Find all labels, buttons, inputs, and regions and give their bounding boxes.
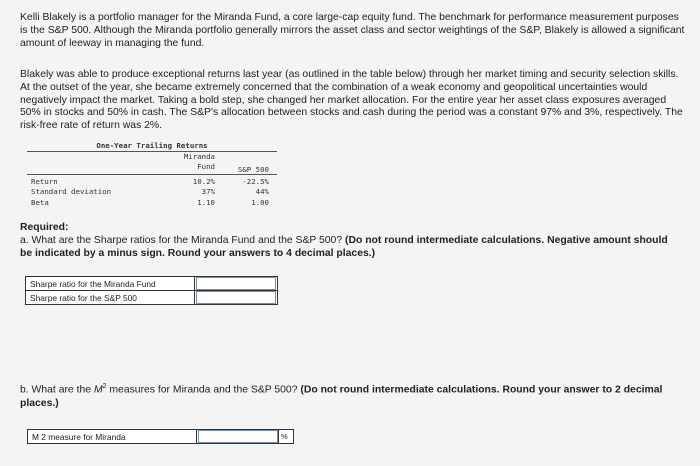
sp-beta-value: 1.00 [251,198,269,207]
required-section [20,222,680,260]
sharpe-row-miranda [26,277,278,291]
part-a-question-text: a. What are the Sharpe ratios for the Miranda Fund and the S&P 500? [20,234,346,246]
m2-row-miranda [28,430,294,444]
fund-standard-deviation-value: 37% [201,187,215,196]
row-label-beta: Beta [31,198,49,207]
sharpe-miranda-cell [195,277,278,291]
sharpe-row-sp500 [26,291,278,305]
sharpe-sp500-input[interactable] [196,291,276,304]
part-a-instructions: (Do not round intermediate calculations. Negative amount should be indicated by a minus sign. Round your answers to 4 decimal places.) [20,234,668,259]
sp-standard-deviation-value: 44% [255,187,269,196]
sharpe-miranda-input[interactable] [196,277,276,290]
part-b-question [20,380,680,410]
row-label-return: Return [31,177,58,186]
sp-return-value: -22.5% [242,177,269,186]
m2-miranda-cell [197,430,279,444]
row-label-standard-deviation: Standard deviation [31,187,112,196]
sharpe-answer-table [25,276,278,305]
m2-answer-table [27,429,294,444]
sharpe-sp500-cell [195,291,278,305]
fund-return-value: 10.2% [192,177,215,186]
part-b-question-text: measures for Miranda and the S&P 500? [106,384,301,396]
column-header-fund: Fund [197,162,215,171]
intro-paragraph-1: Kelli Blakely is a portfolio manager for the Miranda Fund, a core large-cap equity fund. The benchmark for performance measurement purposes is the S&P 500. Although the Miranda portfolio generally mirrors the asset class and sector weightings of the S&P, Blakely is allowed a significant amount of leeway in managing the fund. [20,12,685,49]
required-heading: Required: [20,222,69,233]
m2-superscript: 2 [102,383,107,390]
percent-unit: % [279,430,294,444]
intro-paragraph-2: Blakely was able to produce exceptional returns last year (as outlined in the table below) through her market timing and security selection skills. At the outset of the year, she became extremely concerned that the combination of a weak economy and geopolitical uncertainties would negatively impact the market. Taking a bold step, she changed her market allocation. For the entire year her asset class exposures averaged 50% in stocks and 50% in cash. The S&P's allocation between stocks and cash during the period was a constant 97% and 3%, respectively. The risk-free rate of return was 2%. [20,69,683,132]
returns-table-title: One-Year Trailing Returns [27,141,277,152]
sharpe-miranda-label: Sharpe ratio for the Miranda Fund [26,277,195,291]
part-b-instructions: (Do not round intermediate calculations. Round your answer to 2 decimal places.) [20,384,663,409]
m2-miranda-input[interactable] [198,430,278,443]
m2-miranda-label: M 2 measure for Miranda [28,430,197,444]
header-rule [27,174,277,175]
part-b-prefix: b. What are the [20,384,94,396]
part-a-question [20,235,680,261]
column-header-miranda: Miranda [183,152,215,161]
fund-beta-value: 1.10 [197,198,215,207]
m2-symbol: M [93,384,103,396]
sharpe-sp500-label: Sharpe ratio for the S&P 500 [26,291,195,305]
column-header-sp500: S&P 500 [237,165,269,174]
